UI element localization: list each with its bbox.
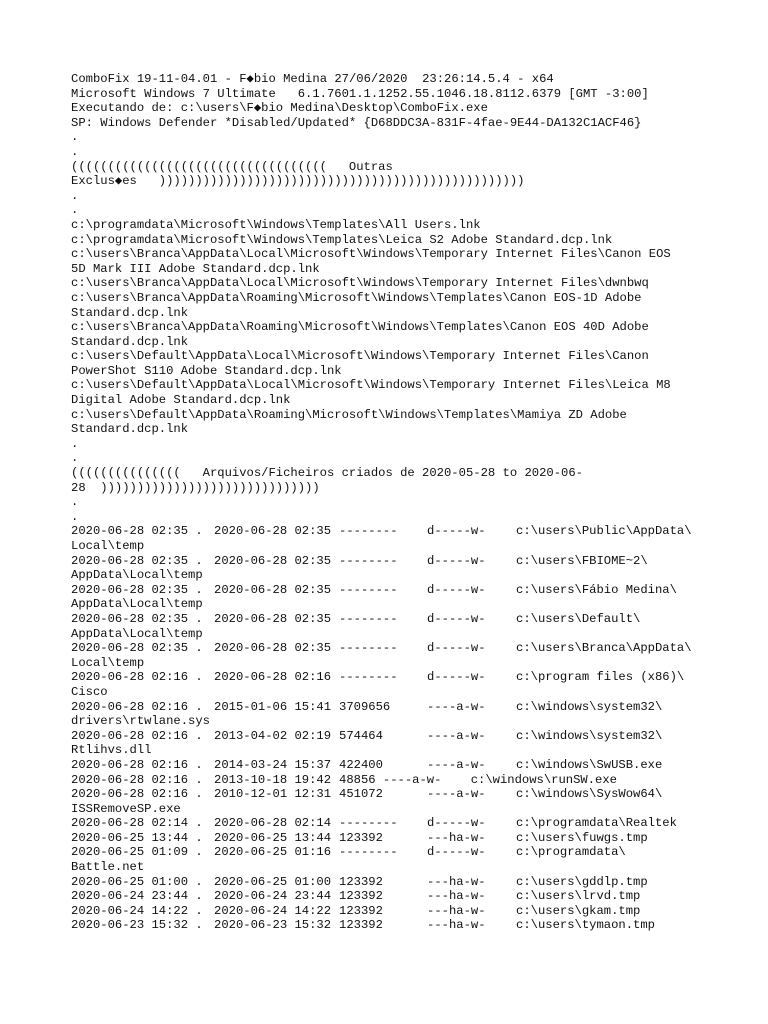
modified-date: 2020-06-24 14:22 [214, 903, 332, 918]
file-path-continuation: AppData\Local\temp [71, 597, 203, 612]
file-attributes: d-----w- [427, 641, 486, 656]
file-entry-row [71, 583, 711, 598]
log-line: . [71, 495, 79, 510]
exclusion-path-line: c:\programdata\Microsoft\Windows\Templates\All Users.lnk [71, 217, 481, 232]
file-attributes: d-----w- [427, 524, 486, 539]
size-attr-path [339, 773, 617, 788]
file-size: 48856 [339, 772, 376, 787]
log-line: 28 )))))))))))))))))))))))))))))) [71, 480, 320, 495]
file-path-continuation: Local\temp [71, 539, 145, 553]
created-date: 2020-06-28 02:16 . [71, 757, 203, 772]
file-path: c:\windows\system32\ [516, 699, 663, 714]
created-date: 2020-06-28 02:35 . [71, 611, 203, 626]
log-line: . [71, 436, 79, 451]
created-date: 2020-06-24 14:22 . [71, 903, 203, 918]
file-entry-row [71, 612, 711, 627]
exclusion-path-line: c:\users\Branca\AppData\Roaming\Microsoft\Windows\Templates\Canon EOS-1D Adobe [71, 290, 642, 305]
file-attributes: ----a-w- [427, 787, 486, 802]
modified-date: 2010-12-01 12:31 [214, 787, 332, 802]
file-attributes: d-----w- [427, 845, 486, 860]
log-line: . [71, 451, 79, 466]
file-size: 123392 [339, 830, 383, 845]
modified-date: 2020-06-28 02:16 [214, 670, 332, 685]
created-files-section-header [71, 437, 711, 525]
modified-date: 2020-06-24 23:44 [214, 889, 332, 904]
created-date: 2020-06-28 02:16 . [71, 728, 203, 743]
file-path: c:\users\Fábio Medina\ [516, 582, 677, 597]
combofix-log [71, 72, 711, 933]
file-path: c:\programdata\ [516, 845, 626, 860]
file-path-continuation: Battle.net [71, 860, 145, 875]
file-attributes: d-----w- [427, 553, 486, 568]
created-files-table [71, 524, 711, 933]
created-date: 2020-06-24 23:44 . [71, 889, 203, 904]
created-date: 2020-06-28 02:16 . [71, 670, 203, 685]
file-entry-row [71, 524, 711, 539]
modified-date: 2020-06-25 01:16 [214, 845, 332, 860]
file-path-continuation: Local\temp [71, 655, 145, 670]
exclusion-path-line: c:\users\Branca\AppData\Local\Microsoft\Windows\Temporary Internet Files\Canon EOS [71, 247, 671, 262]
exclusion-path-line: Standard.dcp.lnk [71, 334, 189, 349]
file-attributes: ---ha-w- [427, 918, 486, 933]
file-entry-row [71, 889, 711, 904]
file-path-continuation: drivers\rtwlane.sys [71, 714, 210, 729]
log-line: ComboFix 19-11-04.01 - F◆bio Medina 27/06/2020 23:26:14.5.4 - x64 [71, 72, 554, 86]
file-size: 3709656 [339, 699, 391, 714]
file-entry-row [71, 787, 711, 802]
file-size: -------- [339, 670, 398, 685]
exclusion-path-line: Standard.dcp.lnk [71, 422, 189, 437]
modified-date: 2015-01-06 15:41 [214, 699, 332, 714]
created-date: 2020-06-28 02:35 . [71, 582, 203, 597]
modified-date: 2013-10-18 19:42 [214, 772, 332, 787]
log-line: Exclus◆es )))))))))))))))))))))))))))))))))))))))))))))))))) [71, 174, 525, 189]
modified-date: 2020-06-28 02:35 [214, 611, 332, 626]
created-date: 2020-06-25 13:44 . [71, 830, 203, 845]
file-entry-row [71, 918, 711, 933]
file-entry-row [71, 670, 711, 685]
file-path: c:\windows\runSW.exe [470, 772, 617, 787]
file-attributes: ---ha-w- [427, 830, 486, 845]
file-entry-row [71, 729, 711, 744]
exclusion-path-line: Standard.dcp.lnk [71, 305, 189, 320]
file-attributes: d-----w- [427, 816, 486, 831]
modified-date: 2020-06-28 02:14 [214, 816, 332, 831]
file-entry-row [71, 831, 711, 846]
log-line: . [71, 130, 79, 145]
log-line: . [71, 509, 79, 524]
file-attributes: ----a-w- [427, 757, 486, 772]
file-entry-row [71, 641, 711, 656]
file-entry-row [71, 845, 711, 860]
modified-date: 2020-06-23 15:32 [214, 918, 332, 933]
exclusion-path-line: 5D Mark III Adobe Standard.dcp.lnk [71, 261, 320, 276]
file-size: 574464 [339, 728, 383, 743]
file-attributes: ---ha-w- [427, 903, 486, 918]
created-date: 2020-06-28 02:35 . [71, 553, 203, 568]
file-attributes: ---ha-w- [427, 889, 486, 904]
file-attributes: ----a-w- [382, 772, 442, 787]
created-date: 2020-06-28 02:35 . [71, 641, 203, 656]
file-size: 123392 [339, 889, 383, 904]
created-date: 2020-06-25 01:09 . [71, 845, 203, 860]
modified-date: 2020-06-25 13:44 [214, 830, 332, 845]
file-size: 451072 [339, 787, 383, 802]
file-path: c:\users\gddlp.tmp [516, 874, 648, 889]
created-date: 2020-06-28 02:16 . [71, 772, 203, 787]
file-entry-row [71, 816, 711, 831]
modified-date: 2013-04-02 02:19 [214, 728, 332, 743]
modified-date: 2020-06-28 02:35 [214, 553, 332, 568]
exclusion-path-line: c:\programdata\Microsoft\Windows\Templates\Leica S2 Adobe Standard.dcp.lnk [71, 232, 613, 247]
exclusion-path-line: c:\users\Default\AppData\Roaming\Microsoft\Windows\Templates\Mamiya ZD Adobe [71, 407, 627, 422]
file-path-continuation: AppData\Local\temp [71, 568, 203, 583]
exclusion-path-line: Digital Adobe Standard.dcp.lnk [71, 393, 291, 408]
created-date: 2020-06-25 01:00 . [71, 874, 203, 889]
created-date: 2020-06-28 02:16 . [71, 787, 203, 802]
file-attributes: ----a-w- [427, 699, 486, 714]
file-size: 123392 [339, 874, 383, 889]
file-path-continuation: AppData\Local\temp [71, 626, 203, 641]
log-line: Microsoft Windows 7 Ultimate 6.1.7601.1.1252.55.1046.18.8112.6379 [GMT -3:00] [71, 86, 649, 101]
file-entry-row [71, 700, 711, 715]
file-entry-row [71, 554, 711, 569]
file-entry-row [71, 904, 711, 919]
exclusion-path-line: PowerShot S110 Adobe Standard.dcp.lnk [71, 363, 342, 378]
file-path: c:\users\Public\AppData\ [516, 524, 692, 539]
log-line: . [71, 144, 79, 159]
log-line: Executando de: c:\users\F◆bio Medina\Desktop\ComboFix.exe [71, 101, 488, 116]
created-date: 2020-06-28 02:16 . [71, 699, 203, 714]
file-path: c:\users\tymaon.tmp [516, 918, 655, 933]
file-size: 123392 [339, 903, 383, 918]
exclusion-path-line: c:\users\Default\AppData\Local\Microsoft\Windows\Temporary Internet Files\Canon [71, 349, 649, 364]
file-path: c:\users\gkam.tmp [516, 903, 641, 918]
log-line: ((((((((((((((((((((((((((((((((((( Outras [71, 159, 393, 174]
file-size: 123392 [339, 918, 383, 933]
exclusion-path-line: c:\users\Branca\AppData\Roaming\Microsoft\Windows\Templates\Canon EOS 40D Adobe [71, 320, 649, 335]
file-attributes: d-----w- [427, 670, 486, 685]
log-header [71, 72, 711, 218]
file-path: c:\users\lrvd.tmp [516, 889, 641, 904]
file-entry-row [71, 875, 711, 890]
file-attributes: d-----w- [427, 582, 486, 597]
modified-date: 2020-06-28 02:35 [214, 582, 332, 597]
file-path-continuation: Cisco [71, 684, 108, 699]
created-date: 2020-06-23 15:32 . [71, 918, 203, 933]
file-entry-row [71, 758, 711, 773]
exclusion-path-line: c:\users\Branca\AppData\Local\Microsoft\Windows\Temporary Internet Files\dwnbwq [71, 276, 649, 291]
file-size: -------- [339, 641, 398, 656]
modified-date: 2020-06-25 01:00 [214, 874, 332, 889]
log-line: SP: Windows Defender *Disabled/Updated* {D68DDC3A-831F-4fae-9E44-DA132C1ACF46} [71, 115, 642, 130]
file-path: c:\users\FBIOME~2\ [516, 553, 648, 568]
file-size: 422400 [339, 757, 383, 772]
file-size: -------- [339, 524, 398, 539]
file-path: c:\windows\SysWow64\ [516, 787, 663, 802]
file-path: c:\users\Default\ [516, 611, 641, 626]
log-line: . [71, 188, 79, 203]
modified-date: 2014-03-24 15:37 [214, 757, 332, 772]
file-attributes: d-----w- [427, 611, 486, 626]
file-path-continuation: ISSRemoveSP.exe [71, 801, 181, 816]
file-path: c:\programdata\Realtek [516, 816, 677, 831]
modified-date: 2020-06-28 02:35 [214, 641, 332, 656]
file-entry-row [71, 773, 711, 788]
file-attributes: ---ha-w- [427, 874, 486, 889]
file-path: c:\windows\SwUSB.exe [516, 757, 663, 772]
file-path-continuation: Rtlihvs.dll [71, 743, 152, 758]
exclusion-path-line: c:\users\Default\AppData\Local\Microsoft\Windows\Temporary Internet Files\Leica M8 [71, 378, 671, 393]
file-path: c:\users\Branca\AppData\ [516, 641, 692, 656]
created-date: 2020-06-28 02:14 . [71, 816, 203, 831]
file-path: c:\windows\system32\ [516, 728, 663, 743]
file-size: -------- [339, 845, 398, 860]
file-path: c:\program files (x86)\ [516, 670, 685, 685]
file-path: c:\users\fuwgs.tmp [516, 830, 648, 845]
file-size: -------- [339, 553, 398, 568]
file-attributes: ----a-w- [427, 728, 486, 743]
file-size: -------- [339, 611, 398, 626]
log-line: . [71, 203, 79, 218]
log-line: ((((((((((((((( Arquivos/Ficheiros criados de 2020-05-28 to 2020-06- [71, 466, 583, 481]
file-size: -------- [339, 582, 398, 597]
created-date: 2020-06-28 02:35 . [71, 524, 203, 539]
other-exclusions-list [71, 218, 711, 437]
file-size: -------- [339, 816, 398, 831]
modified-date: 2020-06-28 02:35 [214, 524, 332, 539]
